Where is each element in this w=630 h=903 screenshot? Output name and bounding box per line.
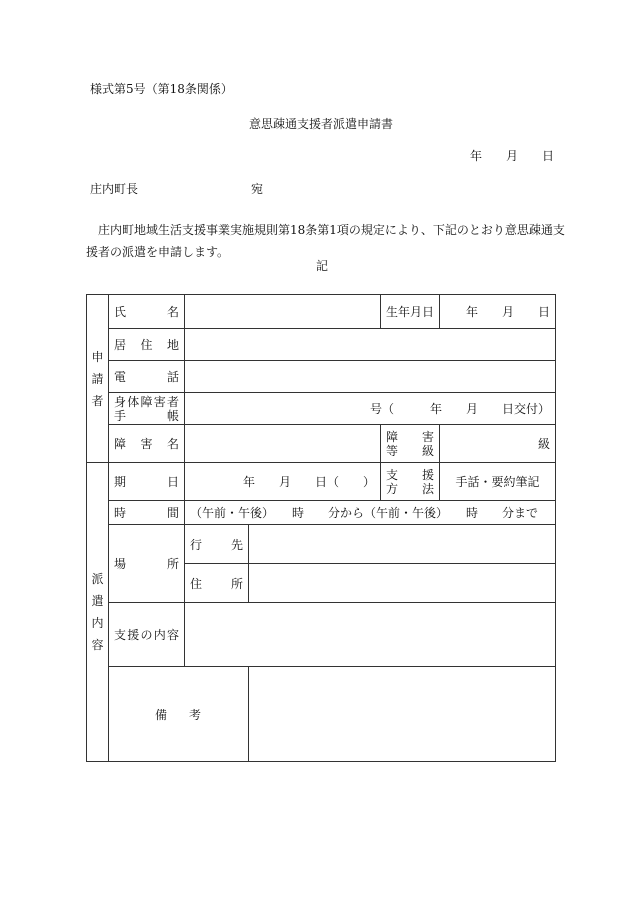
place-address-label: 住所 bbox=[185, 564, 249, 603]
disability-name-label: 障害名 bbox=[109, 425, 185, 463]
name-label: 氏名 bbox=[109, 295, 185, 329]
support-method-field[interactable]: 手話・要約筆記 bbox=[440, 463, 556, 501]
handbook-label: 身体障害者 手帳 bbox=[109, 393, 185, 425]
place-label: 場所 bbox=[109, 525, 185, 603]
place-address-field[interactable] bbox=[249, 564, 556, 603]
name-field[interactable] bbox=[185, 295, 381, 329]
birthdate-label: 生年月日 bbox=[381, 295, 440, 329]
addressee: 庄内町長 bbox=[90, 182, 139, 196]
remarks-label: 備考 bbox=[109, 667, 249, 762]
handbook-field[interactable]: 号（ 年 月 日交付） bbox=[185, 393, 556, 425]
address-field[interactable] bbox=[185, 329, 556, 361]
support-content-label: 支援の内容 bbox=[109, 603, 185, 667]
time-field[interactable]: （午前・午後） 時 分から（午前・午後） 時 分まで bbox=[185, 501, 556, 525]
ki-heading: 記 bbox=[316, 259, 329, 273]
request-paragraph: 庄内町地域生活支援事業実施規則第18条第1項の規定により、下記のとおり意思疎通支援者の派遣を申請します。 bbox=[86, 223, 565, 259]
destination-field[interactable] bbox=[249, 525, 556, 564]
honorific: 宛 bbox=[251, 182, 264, 196]
birthdate-field[interactable]: 年 月 日 bbox=[440, 295, 556, 329]
applicant-section-label: 申 請 者 bbox=[87, 295, 109, 463]
dispatch-date-label: 期日 bbox=[109, 463, 185, 501]
application-date[interactable]: 年 月 日 bbox=[470, 149, 555, 163]
form-number: 様式第5号（第18条関係） bbox=[90, 82, 233, 96]
support-content-field[interactable] bbox=[185, 603, 556, 667]
application-form-table bbox=[86, 294, 556, 762]
address-label: 居住地 bbox=[109, 329, 185, 361]
grade-field[interactable]: 級 bbox=[440, 425, 556, 463]
grade-label: 障害 等級 bbox=[381, 425, 440, 463]
phone-field[interactable] bbox=[185, 361, 556, 393]
dispatch-section-label: 派 遣 内 容 bbox=[87, 463, 109, 762]
destination-label: 行先 bbox=[185, 525, 249, 564]
disability-name-field[interactable] bbox=[185, 425, 381, 463]
dispatch-date-field[interactable]: 年 月 日（ ） bbox=[185, 463, 381, 501]
support-method-label: 支援 方法 bbox=[381, 463, 440, 501]
time-label: 時間 bbox=[109, 501, 185, 525]
document-title: 意思疎通支援者派遣申請書 bbox=[249, 117, 394, 131]
remarks-field[interactable] bbox=[249, 667, 556, 762]
phone-label: 電話 bbox=[109, 361, 185, 393]
